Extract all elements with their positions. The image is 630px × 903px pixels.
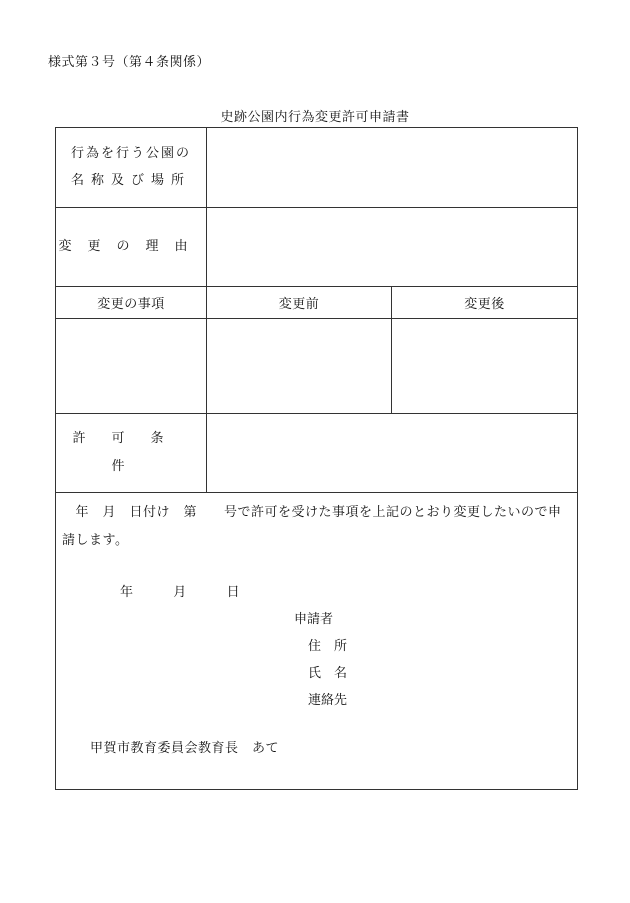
declaration-cell: [56, 493, 578, 790]
conditions-label: 許可条件: [56, 414, 207, 493]
change-item-header: 変更の事項: [56, 287, 207, 319]
reason-row: [56, 208, 578, 287]
park-name-label-cell: [56, 128, 207, 208]
date-day: 日: [226, 585, 240, 600]
conditions-field[interactable]: [207, 414, 578, 493]
park-name-label-line1: 行為を行う公園の: [70, 146, 191, 161]
address-label: 住 所: [308, 639, 348, 654]
change-item-field[interactable]: [56, 319, 207, 414]
declaration-row: [56, 493, 578, 790]
after-change-field[interactable]: [392, 319, 578, 414]
park-name-field[interactable]: [207, 128, 578, 208]
name-label: 氏 名: [308, 666, 348, 681]
application-form-table: [55, 127, 578, 790]
applicant-label: 申請者: [294, 612, 334, 627]
conditions-row: [56, 414, 578, 493]
change-detail-row: [56, 319, 578, 414]
change-header-row: [56, 287, 578, 319]
application-date: [120, 581, 240, 600]
park-name-label-line2: 名称及び場所: [70, 173, 191, 188]
declaration-text: 年 月 日付け 第 号で許可を受けた事項を上記のとおり変更したいので申請します。: [62, 505, 562, 548]
date-month: 月: [173, 585, 187, 600]
before-change-field[interactable]: [207, 319, 392, 414]
contact-label: 連絡先: [308, 693, 348, 708]
before-change-header: 変更前: [207, 287, 392, 319]
after-change-header: 変更後: [392, 287, 578, 319]
form-number: 様式第３号（第４条関係）: [48, 55, 211, 70]
applicant-block: [294, 606, 347, 714]
park-name-row: [56, 128, 578, 208]
date-year: 年: [120, 585, 134, 600]
reason-field[interactable]: [207, 208, 578, 287]
reason-label: 変更の理由: [56, 208, 207, 287]
document-title: 史跡公園内行為変更許可申請書: [220, 110, 410, 125]
addressee: 甲賀市教育委員会教育長 あて: [90, 741, 280, 756]
